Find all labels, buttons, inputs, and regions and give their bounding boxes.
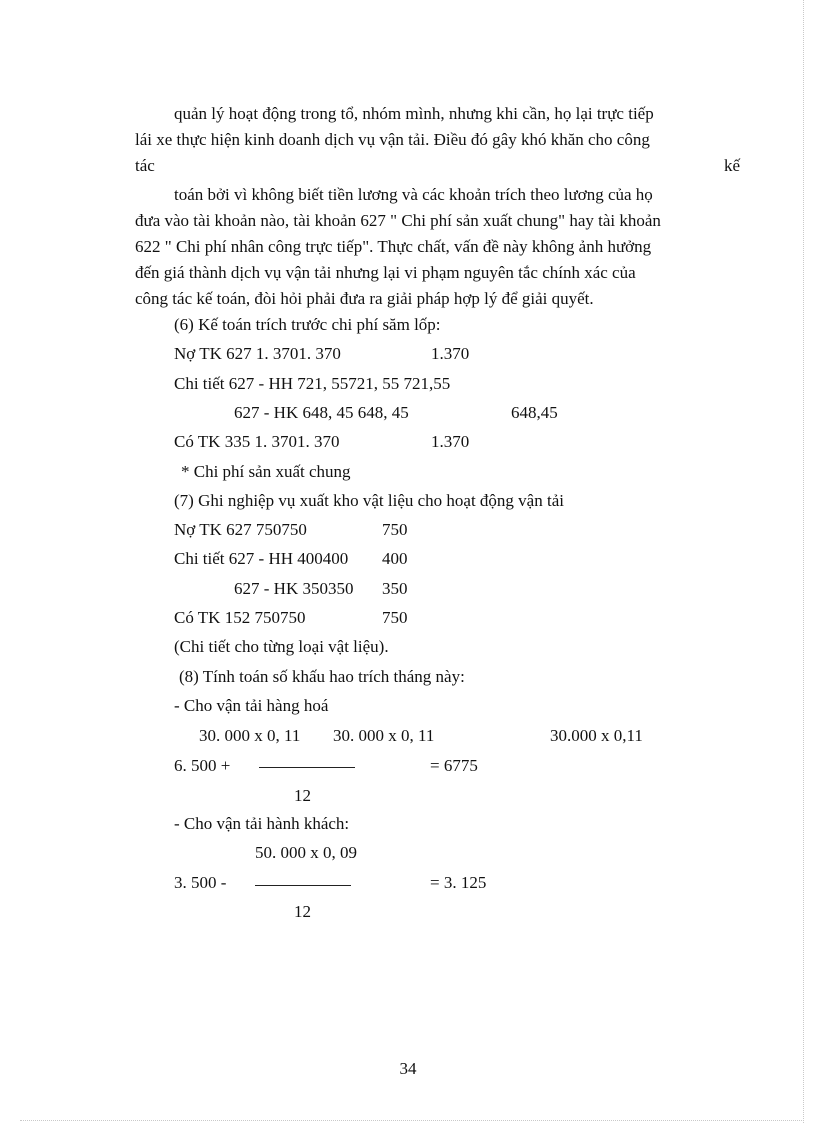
goods-denominator: 12 [294,786,311,805]
entry-6-credit: Có TK 335 1. 3701. 370 [174,432,340,451]
passenger-result: = 3. 125 [430,873,487,892]
entry-7-detail-hk-amount: 350 [382,579,408,598]
overhead-note: * Chi phí sản xuất chung [181,462,351,481]
paragraph-1 [135,101,740,179]
entry-8-title: (8) Tính toán số khấu hao trích tháng này: [179,667,465,686]
entry-7-detail-hh: Chi tiết 627 - HH 400400 [174,549,349,568]
entry-7-debit: Nợ TK 627 750750 [174,520,307,539]
text-line: 622 " Chi phí nhân công trực tiếp". Thực chất, vấn đề này không ảnh hưởng [135,237,652,256]
entry-6-credit-amount: 1.370 [431,432,470,451]
entry-6-debit-amount: 1.370 [431,344,470,363]
text-line: đến giá thành dịch vụ vận tải nhưng lại vi phạm nguyên tắc chính xác của [135,263,636,282]
paragraph-2 [135,182,740,312]
text-fragment: tác [135,156,155,175]
goods-numerator-2: 30. 000 x 0, 11 [333,726,435,745]
entry-7-detail-hh-amount: 400 [382,549,408,568]
entry-6-detail-hk: 627 - HK 648, 45 648, 45 [234,403,409,422]
entry-7-detail-hk: 627 - HK 350350 [234,579,354,598]
text-line: công tác kế toán, đòi hỏi phải đưa ra giải pháp hợp lý để giải quyết. [135,289,594,308]
passenger-denominator: 12 [294,902,311,921]
text-line: lái xe thực hiện kinh doanh dịch vụ vận tải. Điều đó gây khó khăn cho công [135,130,650,149]
entry-6-title: (6) Kế toán trích trước chi phí săm lốp: [174,315,441,334]
text-line: quản lý hoạt động trong tổ, nhóm mình, nhưng khi cần, họ lại trực tiếp [174,104,654,123]
passenger-transport-label: - Cho vận tải hành khách: [174,814,350,833]
entry-7-credit-amount: 750 [382,608,408,627]
entry-7-credit: Có TK 152 750750 [174,608,306,627]
goods-numerator-1: 30. 000 x 0, 11 [199,726,301,745]
entry-6-debit: Nợ TK 627 1. 3701. 370 [174,344,341,363]
entry-7-note: (Chi tiết cho từng loại vật liệu). [174,637,389,656]
goods-transport-label: - Cho vận tải hàng hoá [174,696,329,715]
entry-7-debit-amount: 750 [382,520,408,539]
passenger-numerator: 50. 000 x 0, 09 [255,843,357,862]
text-line: toán bởi vì không biết tiền lương và các khoản trích theo lương của họ [174,185,653,204]
passenger-base-amount: 3. 500 - [174,873,227,892]
passenger-fraction-bar [255,885,351,886]
text-line: đưa vào tài khoản nào, tài khoản 627 " Chi phí sản xuất chung" hay tài khoản [135,211,661,230]
goods-fraction-bar [259,767,355,768]
entry-6-detail-hk-amount: 648,45 [511,403,558,422]
text-fragment: kế [723,156,740,175]
entry-6-detail-hh: Chi tiết 627 - HH 721, 55721, 55 721,55 [174,374,451,393]
entry-7-title: (7) Ghi nghiệp vụ xuất kho vật liệu cho hoạt động vận tải [174,491,564,510]
text-line [135,153,740,179]
page-border-bottom [20,1120,804,1121]
goods-base-amount: 6. 500 + [174,756,231,775]
goods-result: = 6775 [430,756,478,775]
page-number: 34 [399,1059,417,1078]
page-border-right [803,0,804,1123]
goods-numerator-3: 30.000 x 0,11 [550,726,643,745]
